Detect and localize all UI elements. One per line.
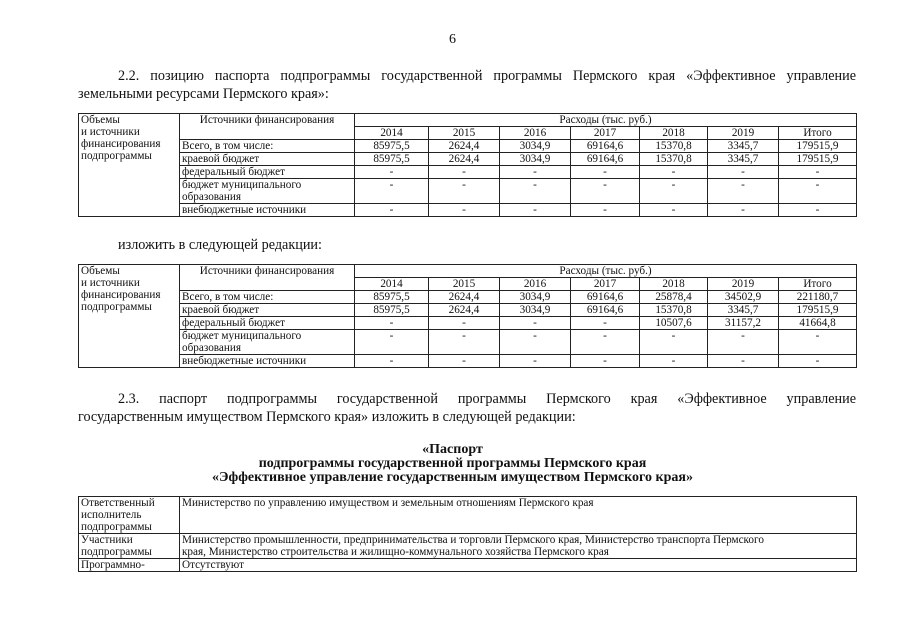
total-cell: 221180,7 bbox=[779, 291, 857, 304]
table-row bbox=[79, 355, 857, 368]
source-label: внебюджетные источники bbox=[180, 204, 355, 217]
total-cell: - bbox=[779, 179, 857, 204]
paragraph-line: изложить в следующей редакции: bbox=[118, 237, 322, 253]
table-row bbox=[79, 153, 857, 166]
paragraph-line: земельными ресурсами Пермского края»: bbox=[78, 86, 329, 102]
table-row bbox=[79, 497, 857, 534]
table-row bbox=[79, 559, 857, 572]
value-cell: - bbox=[571, 166, 640, 179]
value-cell: - bbox=[355, 166, 429, 179]
value-cell: - bbox=[429, 166, 500, 179]
value-cell: - bbox=[708, 330, 779, 355]
table-row bbox=[79, 317, 857, 330]
value-cell: 85975,5 bbox=[355, 140, 429, 153]
year-header: 2014 bbox=[355, 278, 429, 291]
passport-label-line: Участники bbox=[81, 534, 133, 546]
value-cell: - bbox=[355, 355, 429, 368]
total-cell: - bbox=[779, 166, 857, 179]
source-label: Всего, в том числе: bbox=[180, 291, 355, 304]
table-row bbox=[79, 204, 857, 217]
value-cell: - bbox=[500, 204, 571, 217]
value-cell: - bbox=[429, 317, 500, 330]
year-header: 2016 bbox=[500, 127, 571, 140]
row-label-line: подпрограммы bbox=[81, 150, 152, 162]
sources-header: Источники финансирования bbox=[180, 265, 355, 291]
passport-value-line: Министерство по управлению имуществом и земельным отношениям Пермского края bbox=[182, 497, 594, 509]
value-cell: 3345,7 bbox=[708, 153, 779, 166]
passport-heading-line: «Эффективное управление государственным имуществом Пермского края» bbox=[212, 470, 693, 485]
value-cell: - bbox=[571, 204, 640, 217]
value-cell: 34502,9 bbox=[708, 291, 779, 304]
value-cell: 69164,6 bbox=[571, 140, 640, 153]
passport-label-line: Ответственный bbox=[81, 497, 155, 509]
value-cell: - bbox=[355, 204, 429, 217]
value-cell: - bbox=[500, 179, 571, 204]
value-cell: - bbox=[640, 204, 708, 217]
value-cell: - bbox=[429, 204, 500, 217]
table-row bbox=[79, 534, 857, 559]
passport-value-line: Министерство промышленности, предпринимательства и торговли Пермского края, Министерство транспорта Пермского bbox=[182, 534, 764, 546]
value-cell: 15370,8 bbox=[640, 304, 708, 317]
year-header: 2016 bbox=[500, 278, 571, 291]
passport-label-line: исполнитель bbox=[81, 509, 142, 521]
passport-label-line: подпрограммы bbox=[81, 546, 152, 558]
value-cell: 69164,6 bbox=[571, 153, 640, 166]
value-cell: 3034,9 bbox=[500, 140, 571, 153]
passport-label-line: Программно- bbox=[81, 559, 145, 571]
value-cell: - bbox=[640, 330, 708, 355]
source-label: федеральный бюджет bbox=[180, 166, 355, 179]
value-cell: - bbox=[708, 355, 779, 368]
value-cell: 2624,4 bbox=[429, 304, 500, 317]
source-label: бюджет муниципального образования bbox=[180, 330, 355, 355]
expenses-header: Расходы (тыс. руб.) bbox=[355, 265, 857, 278]
source-label: внебюджетные источники bbox=[180, 355, 355, 368]
value-cell: 15370,8 bbox=[640, 140, 708, 153]
value-cell: - bbox=[571, 179, 640, 204]
year-header: 2015 bbox=[429, 278, 500, 291]
passport-heading-line: подпрограммы государственной программы Пермского края bbox=[258, 456, 647, 471]
sources-header: Источники финансирования bbox=[180, 114, 355, 140]
page-number: 6 bbox=[449, 32, 456, 47]
year-header: 2017 bbox=[571, 278, 640, 291]
value-cell: - bbox=[500, 166, 571, 179]
passport-value-cell bbox=[180, 534, 857, 559]
passport-label-cell bbox=[79, 497, 180, 534]
row-label-line: финансирования bbox=[81, 138, 161, 150]
table-row bbox=[79, 291, 857, 304]
value-cell: 3345,7 bbox=[708, 304, 779, 317]
total-cell: 41664,8 bbox=[779, 317, 857, 330]
total-cell: - bbox=[779, 355, 857, 368]
value-cell: 85975,5 bbox=[355, 153, 429, 166]
table-row bbox=[79, 166, 857, 179]
table-row bbox=[79, 304, 857, 317]
value-cell: 3034,9 bbox=[500, 153, 571, 166]
financing-table-new bbox=[78, 264, 857, 368]
value-cell: - bbox=[355, 330, 429, 355]
source-label: краевой бюджет bbox=[180, 153, 355, 166]
expenses-header: Расходы (тыс. руб.) bbox=[355, 114, 857, 127]
passport-label-line: подпрограммы bbox=[81, 521, 152, 533]
value-cell: 2624,4 bbox=[429, 153, 500, 166]
passport-heading-line: «Паспорт bbox=[422, 442, 483, 457]
total-header: Итого bbox=[779, 127, 857, 140]
value-cell: - bbox=[708, 179, 779, 204]
year-header: 2018 bbox=[640, 127, 708, 140]
value-cell: - bbox=[500, 330, 571, 355]
value-cell: - bbox=[571, 330, 640, 355]
source-label: Всего, в том числе: bbox=[180, 140, 355, 153]
value-cell: 3345,7 bbox=[708, 140, 779, 153]
value-cell: 85975,5 bbox=[355, 304, 429, 317]
value-cell: 15370,8 bbox=[640, 153, 708, 166]
value-cell: - bbox=[355, 317, 429, 330]
year-header: 2017 bbox=[571, 127, 640, 140]
value-cell: - bbox=[429, 179, 500, 204]
value-cell: 31157,2 bbox=[708, 317, 779, 330]
value-cell: 2624,4 bbox=[429, 140, 500, 153]
passport-label-cell bbox=[79, 559, 180, 572]
total-cell: 179515,9 bbox=[779, 304, 857, 317]
passport-value-line: края, Министерство строительства и жилищно-коммунального хозяйства Пермского края bbox=[182, 546, 609, 558]
value-cell: 85975,5 bbox=[355, 291, 429, 304]
value-cell: - bbox=[640, 179, 708, 204]
table-row bbox=[79, 330, 857, 355]
year-header: 2014 bbox=[355, 127, 429, 140]
value-cell: - bbox=[708, 204, 779, 217]
row-label-line: и источники bbox=[81, 126, 140, 138]
passport-value-line: Отсутствуют bbox=[182, 559, 244, 571]
paragraph-line: 2.3. паспорт подпрограммы государственной программы Пермского края «Эффективное управление bbox=[118, 391, 856, 407]
table-row bbox=[79, 140, 857, 153]
passport-value-cell bbox=[180, 497, 857, 534]
row-label-cell bbox=[79, 265, 180, 368]
section-2-3-paragraph bbox=[78, 390, 856, 426]
value-cell: 69164,6 bbox=[571, 291, 640, 304]
financing-table-old bbox=[78, 113, 857, 217]
value-cell: 69164,6 bbox=[571, 304, 640, 317]
total-header: Итого bbox=[779, 278, 857, 291]
paragraph-line: 2.2. позицию паспорта подпрограммы государственной программы Пермского края «Эффективное управление bbox=[118, 68, 856, 84]
row-label-line: Объемы bbox=[81, 265, 120, 277]
value-cell: - bbox=[571, 317, 640, 330]
value-cell: - bbox=[500, 355, 571, 368]
value-cell: 10507,6 bbox=[640, 317, 708, 330]
value-cell: - bbox=[355, 179, 429, 204]
value-cell: 25878,4 bbox=[640, 291, 708, 304]
year-header: 2015 bbox=[429, 127, 500, 140]
passport-label-cell bbox=[79, 534, 180, 559]
value-cell: 3034,9 bbox=[500, 304, 571, 317]
total-cell: - bbox=[779, 204, 857, 217]
value-cell: - bbox=[640, 355, 708, 368]
passport-value-cell bbox=[180, 559, 857, 572]
passport-heading bbox=[0, 443, 905, 485]
value-cell: - bbox=[571, 355, 640, 368]
value-cell: - bbox=[429, 355, 500, 368]
table-row bbox=[79, 179, 857, 204]
paragraph-line: государственным имуществом Пермского края» изложить в следующей редакции: bbox=[78, 409, 576, 425]
passport-table bbox=[78, 496, 857, 572]
row-label-line: и источники bbox=[81, 277, 140, 289]
value-cell: - bbox=[708, 166, 779, 179]
year-header: 2019 bbox=[708, 127, 779, 140]
row-label-cell bbox=[79, 114, 180, 217]
value-cell: - bbox=[640, 166, 708, 179]
source-label: краевой бюджет bbox=[180, 304, 355, 317]
row-label-line: финансирования bbox=[81, 289, 161, 301]
total-cell: - bbox=[779, 330, 857, 355]
total-cell: 179515,9 bbox=[779, 140, 857, 153]
section-2-2-paragraph bbox=[78, 67, 856, 103]
row-label-line: подпрограммы bbox=[81, 301, 152, 313]
year-header: 2019 bbox=[708, 278, 779, 291]
total-cell: 179515,9 bbox=[779, 153, 857, 166]
source-label: бюджет муниципального образования bbox=[180, 179, 355, 204]
row-label-line: Объемы bbox=[81, 114, 120, 126]
intro-new-edition bbox=[78, 236, 856, 254]
value-cell: - bbox=[500, 317, 571, 330]
value-cell: 2624,4 bbox=[429, 291, 500, 304]
value-cell: - bbox=[429, 330, 500, 355]
value-cell: 3034,9 bbox=[500, 291, 571, 304]
source-label: федеральный бюджет bbox=[180, 317, 355, 330]
year-header: 2018 bbox=[640, 278, 708, 291]
